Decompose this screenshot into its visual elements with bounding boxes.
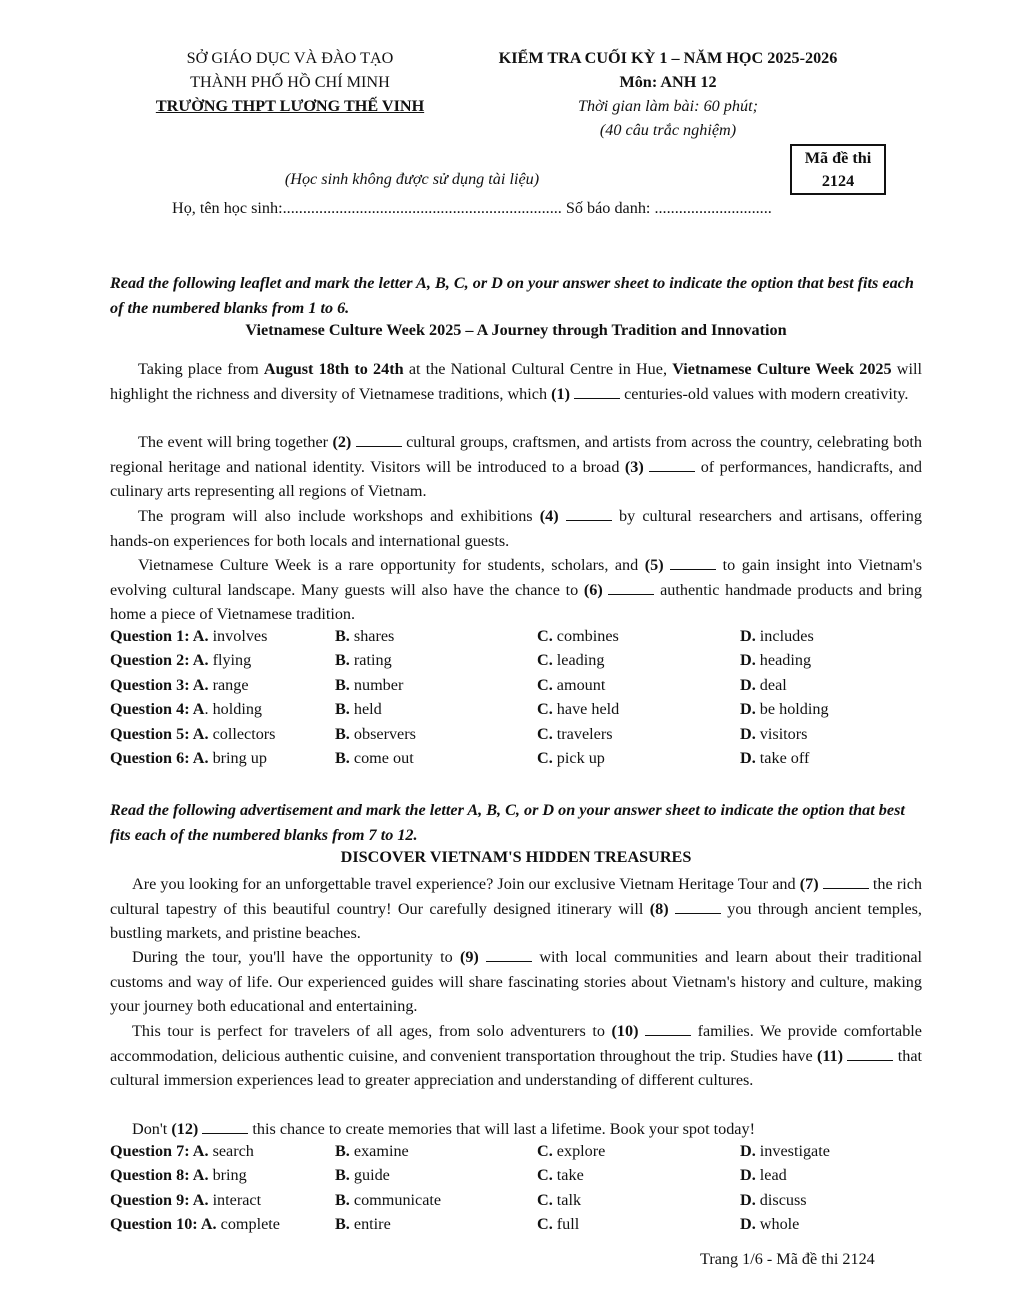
answer-blank: [645, 1021, 691, 1036]
section1-instruction: Read the following leaflet and mark the letter A, B, C, or D on your answer sheet to indicate the option that best fits each of the numbered blanks from 1 to 6.: [110, 274, 914, 317]
question-label: Question 7: A. search: [110, 1142, 254, 1160]
question-count: (40 câu trắc nghiệm): [599, 121, 737, 139]
option-a[interactable]: interact: [212, 1191, 262, 1209]
option-b[interactable]: B. come out: [335, 749, 414, 767]
answer-blank: [486, 947, 532, 962]
question-label: Question 2: A. flying: [110, 651, 252, 669]
option-d[interactable]: D. be holding: [740, 700, 829, 718]
question-label: Question 6: A. bring up: [110, 749, 267, 767]
answer-blank: [566, 506, 612, 521]
option-c[interactable]: C. full: [537, 1215, 580, 1233]
option-a[interactable]: flying: [212, 651, 252, 669]
answer-blank: [356, 432, 402, 447]
question-label: Question 3: A. range: [110, 676, 249, 694]
question-row: [110, 1215, 922, 1239]
option-c[interactable]: C. amount: [537, 676, 606, 694]
answer-blank: [675, 899, 721, 914]
option-c[interactable]: C. pick up: [537, 749, 605, 767]
department-name: SỞ GIÁO DỤC VÀ ĐÀO TẠO: [186, 49, 394, 67]
question-label: Question 9: A. interact: [110, 1191, 262, 1209]
answer-blank: [608, 580, 654, 595]
exam-code-label: Mã đề thi: [804, 149, 872, 167]
exam-time: Thời gian làm bài: 60 phút;: [578, 97, 758, 115]
option-b[interactable]: B. shares: [335, 627, 395, 645]
option-a[interactable]: . holding: [204, 700, 263, 718]
section2-paragraph-4: Don't (12) this chance to create memories that will last a lifetime. Book your spot today!: [132, 1120, 755, 1138]
option-d[interactable]: D. discuss: [740, 1191, 807, 1209]
option-b[interactable]: B. communicate: [335, 1191, 442, 1209]
option-d[interactable]: D. whole: [740, 1215, 800, 1233]
option-a[interactable]: search: [212, 1142, 254, 1160]
exam-header: [458, 46, 878, 142]
answer-blank: [847, 1046, 893, 1061]
question-row: [110, 651, 922, 675]
option-c[interactable]: C. take: [537, 1166, 584, 1184]
option-d[interactable]: D. visitors: [740, 725, 808, 743]
option-d[interactable]: D. take off: [740, 749, 810, 767]
question-row: [110, 725, 922, 749]
option-c[interactable]: C. have held: [537, 700, 620, 718]
answer-blank: [823, 874, 869, 889]
option-c[interactable]: C. leading: [537, 651, 605, 669]
option-d[interactable]: D. heading: [740, 651, 812, 669]
option-a[interactable]: range: [212, 676, 249, 694]
section2-title: DISCOVER VIETNAM'S HIDDEN TREASURES: [340, 848, 692, 866]
question-label: Question 4: A. holding: [110, 700, 263, 718]
section1-paragraph-4: Vietnamese Culture Week is a rare opportunity for students, scholars, and (5) to gain insight into Vietnam's evolving cultural landscape. Many guests will also have the chance to (6) authentic handmade products and bring home a piece of Vietnamese tradition.: [110, 556, 923, 623]
answer-blank: [574, 384, 620, 399]
question-row: [110, 627, 922, 651]
section1-paragraph-3: The program will also include workshops and exhibitions (4) by cultural researchers and artisans, offering hands-on experiences for both locals and international guests.: [110, 507, 922, 550]
section2-paragraph-1: Are you looking for an unforgettable travel experience? Join our exclusive Vietnam Heritage Tour and (7) the rich cultural tapestry of this beautiful country! Our carefully designed itinerary will (8) you through ancient temples, bustling markets, and pristine beaches.: [110, 875, 922, 942]
question-row: [110, 1142, 922, 1166]
question-label: Question 5: A. collectors: [110, 725, 276, 743]
exam-code-value: 2124: [821, 172, 855, 190]
option-c[interactable]: C. combines: [537, 627, 619, 645]
option-a[interactable]: bring: [212, 1166, 247, 1184]
option-d[interactable]: D. includes: [740, 627, 814, 645]
question-label: Question 1: A. involves: [110, 627, 268, 645]
option-b[interactable]: B. observers: [335, 725, 416, 743]
option-b[interactable]: B. rating: [335, 651, 392, 669]
question-row: [110, 676, 922, 700]
option-c[interactable]: C. talk: [537, 1191, 582, 1209]
section1-paragraph-2: The event will bring together (2) cultural groups, craftsmen, and artists from across the country, celebrating both regional heritage and national identity. Visitors will be introduced to a broad (3) of performances, handicrafts, and culinary arts representing all regions of Vietnam.: [110, 433, 923, 500]
question-row: [110, 749, 922, 773]
student-info-line: Họ, tên học sinh:..................................................................... Số báo danh: .............................: [172, 199, 772, 217]
exam-subject: Môn: ANH 12: [619, 73, 717, 91]
option-a[interactable]: bring up: [212, 749, 267, 767]
option-a[interactable]: collectors: [212, 725, 276, 743]
answer-blank: [202, 1119, 248, 1134]
section2-instruction: Read the following advertisement and mark the letter A, B, C, or D on your answer sheet to indicate the option that best fits each of the numbered blanks from 7 to 12.: [110, 801, 905, 844]
option-b[interactable]: B. entire: [335, 1215, 391, 1233]
question-row: [110, 1166, 922, 1190]
option-b[interactable]: B. held: [335, 700, 382, 718]
answer-blank: [670, 555, 716, 570]
school-name: TRƯỜNG THPT LƯƠNG THẾ VINH: [155, 97, 425, 115]
page-footer: Trang 1/6 - Mã đề thi 2124: [700, 1250, 875, 1268]
option-c[interactable]: C. travelers: [537, 725, 613, 743]
no-documents-note: (Học sinh không được sử dụng tài liệu): [284, 170, 540, 188]
option-a[interactable]: involves: [212, 627, 268, 645]
option-d[interactable]: D. investigate: [740, 1142, 830, 1160]
option-b[interactable]: B. guide: [335, 1166, 390, 1184]
school-header: [112, 46, 468, 118]
section1-title: Vietnamese Culture Week 2025 – A Journey through Tradition and Innovation: [245, 321, 787, 339]
option-c[interactable]: C. explore: [537, 1142, 606, 1160]
option-d[interactable]: D. deal: [740, 676, 787, 694]
exam-title: KIỂM TRA CUỐI KỲ 1 – NĂM HỌC 2025-2026: [498, 49, 838, 67]
option-b[interactable]: B. number: [335, 676, 404, 694]
option-b[interactable]: B. examine: [335, 1142, 409, 1160]
question-row: [110, 1191, 922, 1215]
section2-paragraph-2: During the tour, you'll have the opportunity to (9) with local communities and learn about their traditional customs and way of life. Our experienced guides will share fascinating stories about Vietnam's history and culture, making your journey both educational and entertaining.: [110, 948, 923, 1015]
section1-paragraph-1: Taking place from August 18th to 24th at the National Cultural Centre in Hue, Vietnamese Culture Week 2025 will highlight the richness and diversity of Vietnamese traditions, which (1) centuries-old values with modern creativity.: [110, 360, 922, 403]
city-name: THÀNH PHỐ HỒ CHÍ MINH: [190, 73, 390, 91]
option-d[interactable]: D. lead: [740, 1166, 787, 1184]
section2-paragraph-3: This tour is perfect for travelers of all ages, from solo adventurers to (10) families. We provide comfortable accommodation, delicious authentic cuisine, and convenient transportation throughout the trip. Studies have (11) that cultural immersion experiences lead to greater appreciation and understanding of different cultures.: [110, 1022, 922, 1089]
answer-blank: [649, 457, 695, 472]
question-row: [110, 700, 922, 724]
option-a[interactable]: complete: [220, 1215, 280, 1233]
question-label: Question 10: A. complete: [110, 1215, 280, 1233]
question-label: Question 8: A. bring: [110, 1166, 247, 1184]
exam-code-box: [790, 144, 886, 195]
